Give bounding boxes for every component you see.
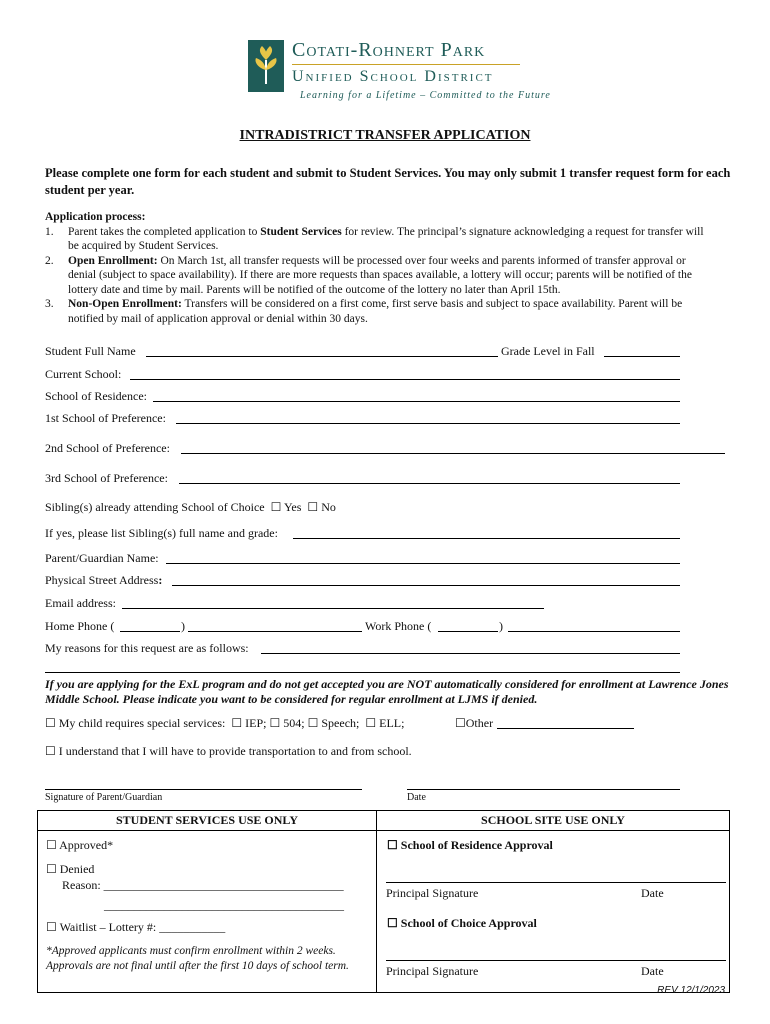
checkbox-icon[interactable]: ☐ xyxy=(307,500,319,514)
address-label-colon: : xyxy=(158,573,163,587)
office-use-table xyxy=(37,810,730,993)
residence-approval-label: School of Residence Approval xyxy=(400,838,553,852)
work-phone-field[interactable] xyxy=(508,631,680,632)
checkbox-icon[interactable]: ☐ xyxy=(231,716,243,730)
checkbox-icon[interactable]: ☐ xyxy=(387,916,398,930)
checkbox-icon[interactable]: ☐ xyxy=(45,744,56,758)
checkbox-icon[interactable]: ☐ xyxy=(46,862,57,876)
student-name-field[interactable] xyxy=(146,356,498,357)
process-text: On March 1st, all transfer requests will be processed over four weeks and parents informed of transfer approval or denial (subject to space availability). If there are more requests than spaces available, a lottery will occur; parents will be notified of the lottery date and time by mail. Parents will be notified of the outcome of the lottery no later than April 15th. xyxy=(68,254,692,296)
pref2-field[interactable] xyxy=(181,453,725,454)
residence-approval-option xyxy=(387,838,553,853)
pref3-field[interactable] xyxy=(179,483,680,484)
sibling-list-field[interactable] xyxy=(293,538,680,539)
residence-principal-label: Principal Signature xyxy=(386,886,479,900)
no-label: No xyxy=(321,500,336,514)
speech-label: Speech; xyxy=(321,716,360,730)
process-text: for review. The principal’s signature acknowledging a request for transfer will be acquired by Student Services. xyxy=(68,225,704,252)
transport-row xyxy=(45,744,412,759)
ell-label: ELL; xyxy=(379,716,405,730)
grade-label: Grade Level in Fall xyxy=(501,344,595,358)
reason-line-2[interactable]: ________________________________________ xyxy=(104,898,344,912)
reasons-label: My reasons for this request are as follows: xyxy=(45,641,249,655)
home-phone-label: Home Phone ( xyxy=(45,619,115,633)
pref3-label: 3rd School of Preference: xyxy=(45,471,168,485)
process-bold: Open Enrollment: xyxy=(68,254,158,267)
home-phone-field[interactable] xyxy=(188,631,362,632)
checkbox-icon[interactable]: ☐ xyxy=(307,716,319,730)
signature-date-field[interactable] xyxy=(407,789,680,790)
reason-line[interactable]: Reason: ________________________________________ xyxy=(62,878,344,892)
special-services-row xyxy=(45,716,404,731)
iep-label: IEP; xyxy=(245,716,267,730)
district-logo-icon xyxy=(248,40,284,92)
district-subtitle: Unified School District xyxy=(292,68,494,85)
signature-label: Signature of Parent/Guardian xyxy=(45,792,163,803)
choice-principal-label: Principal Signature xyxy=(386,964,479,978)
yes-label: Yes xyxy=(283,500,302,514)
home-area-code-field[interactable] xyxy=(120,631,180,632)
checkbox-icon[interactable]: ☐ xyxy=(45,716,56,730)
student-services-cell xyxy=(38,831,377,993)
guardian-signature-field[interactable] xyxy=(45,789,362,790)
address-label-text: Physical Street Address xyxy=(45,573,159,587)
process-num: 2. xyxy=(45,254,54,267)
checkbox-icon[interactable]: ☐ xyxy=(46,920,57,934)
checkbox-icon[interactable]: ☐ xyxy=(455,716,466,730)
intro-text: Please complete one form for each student and submit to Student Services. You may only submit 1 transfer request form for each student per year. xyxy=(45,166,731,197)
waitlist-label[interactable]: Waitlist – Lottery #: ___________ xyxy=(59,920,226,934)
choice-date-label: Date xyxy=(641,964,664,978)
other-option xyxy=(455,716,493,731)
choice-approval-label: School of Choice Approval xyxy=(400,916,537,930)
checkbox-icon[interactable]: ☐ xyxy=(270,500,282,514)
sibling-question-label: Sibling(s) already attending School of Choice xyxy=(45,500,265,514)
other-field[interactable] xyxy=(497,728,634,729)
process-num: 3. xyxy=(45,298,54,310)
work-paren: ) xyxy=(499,619,503,633)
process-text: Parent takes the completed application to xyxy=(68,225,261,238)
guardian-label: Parent/Guardian Name: xyxy=(45,551,159,565)
denied-label: Denied xyxy=(59,862,95,876)
process-item-3 xyxy=(45,297,715,326)
approved-label: Approved* xyxy=(59,838,114,852)
process-text: Transfers will be considered on a first come, first serve basis and subject to space availability. Parent will be notified by mail of application approval or denial within 30 days. xyxy=(68,298,683,325)
checkbox-icon[interactable]: ☐ xyxy=(46,838,57,852)
sibling-list-label: If yes, please list Sibling(s) full name and grade: xyxy=(45,526,278,540)
school-site-cell xyxy=(377,831,730,993)
choice-approval-option xyxy=(387,916,537,931)
residence-date-label: Date xyxy=(641,886,664,900)
checkbox-icon[interactable]: ☐ xyxy=(387,838,398,852)
pref1-label: 1st School of Preference: xyxy=(45,411,166,425)
process-item-1 xyxy=(45,225,715,254)
current-school-field[interactable] xyxy=(130,379,680,380)
logo-rule xyxy=(292,64,520,65)
checkbox-icon[interactable]: ☐ xyxy=(269,716,281,730)
denied-option xyxy=(46,862,94,877)
choice-signature-field[interactable] xyxy=(386,960,726,961)
address-field[interactable] xyxy=(172,585,680,586)
reasons-field-1[interactable] xyxy=(261,653,680,654)
exl-notice: If you are applying for the ExL program and do not get accepted you are NOT automatically considered for enrollment at Lawrence Jones Middle School. Please indicate you want to be considered for regular enrollment at LJMS if denied. xyxy=(45,677,729,706)
process-bold: Student Services xyxy=(260,225,342,238)
pref2-label: 2nd School of Preference: xyxy=(45,441,170,455)
school-site-header: SCHOOL SITE USE ONLY xyxy=(377,811,730,831)
residence-signature-field[interactable] xyxy=(386,882,726,883)
process-bold: Non-Open Enrollment: xyxy=(68,298,182,310)
district-tagline: Learning for a Lifetime – Committed to the Future xyxy=(300,90,551,101)
grade-field[interactable] xyxy=(604,356,680,357)
page-title: INTRADISTRICT TRANSFER APPLICATION xyxy=(239,128,531,143)
home-paren: ) xyxy=(181,619,185,633)
process-num: 1. xyxy=(45,225,54,238)
504-label: 504; xyxy=(283,716,305,730)
residence-label: School of Residence: xyxy=(45,389,147,403)
application-process xyxy=(45,210,715,326)
transport-label: I understand that I will have to provide transportation to and from school. xyxy=(58,744,412,758)
approval-note: *Approved applicants must confirm enrollment within 2 weeks. Approvals are not final until after the first 10 days of school term. xyxy=(46,945,349,972)
district-name: Cotati-Rohnert Park xyxy=(292,39,486,61)
reasons-field-2[interactable] xyxy=(45,672,680,673)
special-services-label: My child requires special services: xyxy=(58,716,226,730)
email-label: Email address: xyxy=(45,596,116,610)
student-services-header: STUDENT SERVICES USE ONLY xyxy=(38,811,377,831)
approved-option xyxy=(46,838,113,853)
address-label xyxy=(45,573,162,588)
residence-field[interactable] xyxy=(153,401,680,402)
process-item-2 xyxy=(45,254,715,298)
revision-label: REV 12/1/2023 xyxy=(657,985,725,996)
sibling-question xyxy=(45,500,336,515)
process-heading: Application process: xyxy=(45,211,146,223)
signature-date-label: Date xyxy=(407,792,426,803)
waitlist-option xyxy=(46,920,225,935)
student-name-label: Student Full Name xyxy=(45,344,136,358)
pref1-field[interactable] xyxy=(176,423,680,424)
current-school-label: Current School: xyxy=(45,367,122,381)
checkbox-icon[interactable]: ☐ xyxy=(365,716,377,730)
work-area-code-field[interactable] xyxy=(438,631,498,632)
guardian-field[interactable] xyxy=(166,563,680,564)
email-field[interactable] xyxy=(122,608,544,609)
work-phone-label: Work Phone ( xyxy=(365,619,432,633)
other-label: Other xyxy=(465,716,494,730)
